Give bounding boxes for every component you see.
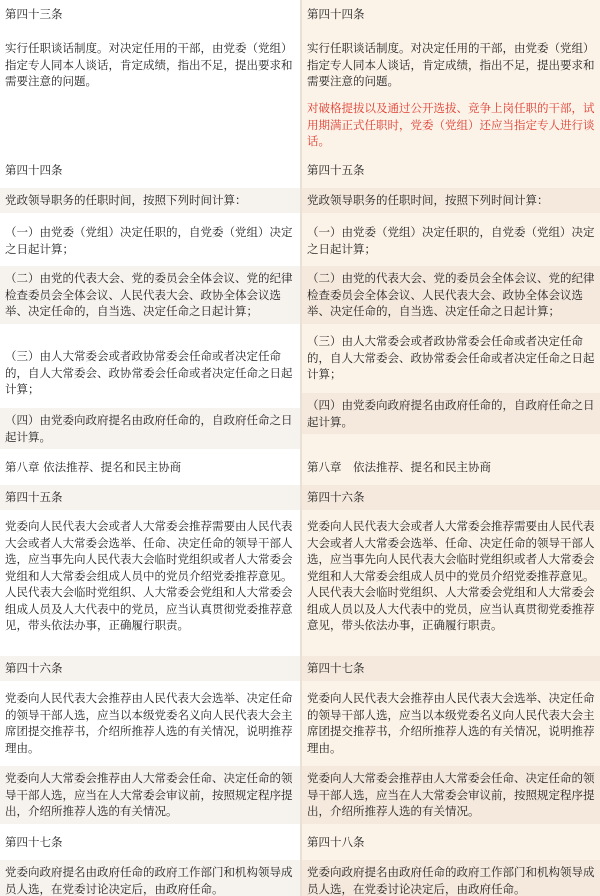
article-text: 党委向人民代表大会推荐由人民代表大会选举、决定任命的领导干部人选，应当以本级党委名义向人民代表大会主席团提交推荐书，介绍所推荐人选的有关情况，说明推荐理由。 [5, 691, 293, 755]
article-heading: 第四十三条 [5, 7, 63, 21]
article-text-added: 对破格提拔以及通过公开选拔、竞争上岗任职的干部，试用期满正式任职时，党委（党组）还应当指定专人进行谈话。 [307, 101, 595, 148]
article-text: 党委向人大常委会推荐由人大常委会任命、决定任命的领导干部人选，应当在人大常委会审议前，按照规定程序提出，介绍所推荐人选的有关情况。 [0, 766, 300, 824]
article-text: 实行任职谈话制度。对决定任用的干部，由党委（党组）指定专人同本人谈话，肯定成绩，指出不足，提出要求和需要注意的问题。 [5, 41, 293, 88]
article-heading: 第四十六条 [0, 656, 300, 681]
article-text: 党委向人民代表大会推荐由人民代表大会选举、决定任命的领导干部人选，应当以本级党委名义向人民代表大会主席团提交推荐书，介绍所推荐人选的有关情况，说明推荐理由。 [307, 691, 595, 755]
article-item: （一）由党委（党组）决定任职的，自党委（党组）决定之日起计算； [307, 225, 595, 256]
article-text: 党政领导职务的任职时间，按照下列时间计算： [302, 188, 600, 213]
article-heading: 第四十五条 [307, 163, 365, 177]
article-text: 党政领导职务的任职时间，按照下列时间计算： [0, 188, 300, 213]
article-item: （二）由党的代表大会、党的委员会全体会议、党的纪律检查委员会全体会议、人民代表大会、政协全体会议选举、决定任命的，自当选、决定任命之日起计算； [0, 266, 300, 324]
article-heading: 第四十七条 [5, 835, 63, 849]
article-text: 实行任职谈话制度。对决定任用的干部，由党委（党组）指定专人同本人谈话，肯定成绩，指出不足，提出要求和需要注意的问题。 [307, 41, 595, 88]
article-item: （四）由党委向政府提名由政府任命的，自政府任命之日起计算。 [302, 393, 600, 434]
right-column-new-version [302, 0, 600, 896]
chapter-heading: 第八章 依法推荐、提名和民主协商 [307, 460, 491, 474]
article-heading: 第四十五条 [0, 485, 300, 510]
article-heading: 第四十四条 [5, 163, 63, 177]
article-item: （二）由党的代表大会、党的委员会全体会议、党的纪律检查委员会全体会议、人民代表大会、政协全体会议选举、决定任命的，自当选、决定任命之日起计算； [302, 266, 600, 324]
article-heading: 第四十七条 [302, 656, 600, 681]
article-text: 党委向政府提名由政府任命的政府工作部门和机构领导成员人选，在党委讨论决定后，由政府任命。 [0, 860, 300, 896]
article-item: （四）由党委向政府提名由政府任命的，自政府任命之日起计算。 [0, 408, 300, 449]
article-text: 党委向人大常委会推荐由人大常委会任命、决定任命的领导干部人选，应当在人大常委会审议前，按照规定程序提出，介绍所推荐人选的有关情况。 [302, 766, 600, 824]
chapter-heading: 第八章 依法推荐、提名和民主协商 [5, 460, 182, 474]
article-item: （一）由党委（党组）决定任职的，自党委（党组）决定之日起计算； [5, 225, 293, 256]
article-item: （三）由人大常委会或者政协常委会任命或者决定任命的，自人大常委会、政协常委会任命或者决定任命之日起计算； [307, 334, 595, 381]
article-item: （三）由人大常委会或者政协常委会任命或者决定任命的，自人大常委会、政协常委会任命或者决定任命之日起计算； [5, 349, 293, 396]
article-text: 党委向人民代表大会或者人大常委会推荐需要由人民代表大会或者人大常委会选举、任命、决定任命的领导干部人选，应当事先向人民代表大会临时党组织或者人大常委会党组和人大常委会组成人员中的党员介绍党委推荐意见。人民代表大会临时党组织、人大常委会党组和人大常委会组成人员以及人大代表中的党员，应当认真贯彻党委推荐意见，带头依法办事，正确履行职责。 [307, 519, 595, 632]
article-heading: 第四十八条 [307, 835, 365, 849]
article-heading: 第四十四条 [307, 7, 365, 21]
article-text: 党委向人民代表大会或者人大常委会推荐需要由人民代表大会或者人大常委会选举、任命、决定任命的领导干部人选，应当事先向人民代表大会临时党组织或者人大常委会党组和人大常委会组成人员中的党员介绍党委推荐意见。人民代表大会临时党组织、人大常委会党组和人大常委会组成人员及人大代表中的党员，应当认真贯彻党委推荐意见，带头依法办事，正确履行职责。 [5, 519, 293, 632]
article-heading: 第四十六条 [302, 485, 600, 510]
article-text: 党委向政府提名由政府任命的政府工作部门和机构领导成员人选，在党委讨论决定后，由政府任命。 [302, 860, 600, 896]
